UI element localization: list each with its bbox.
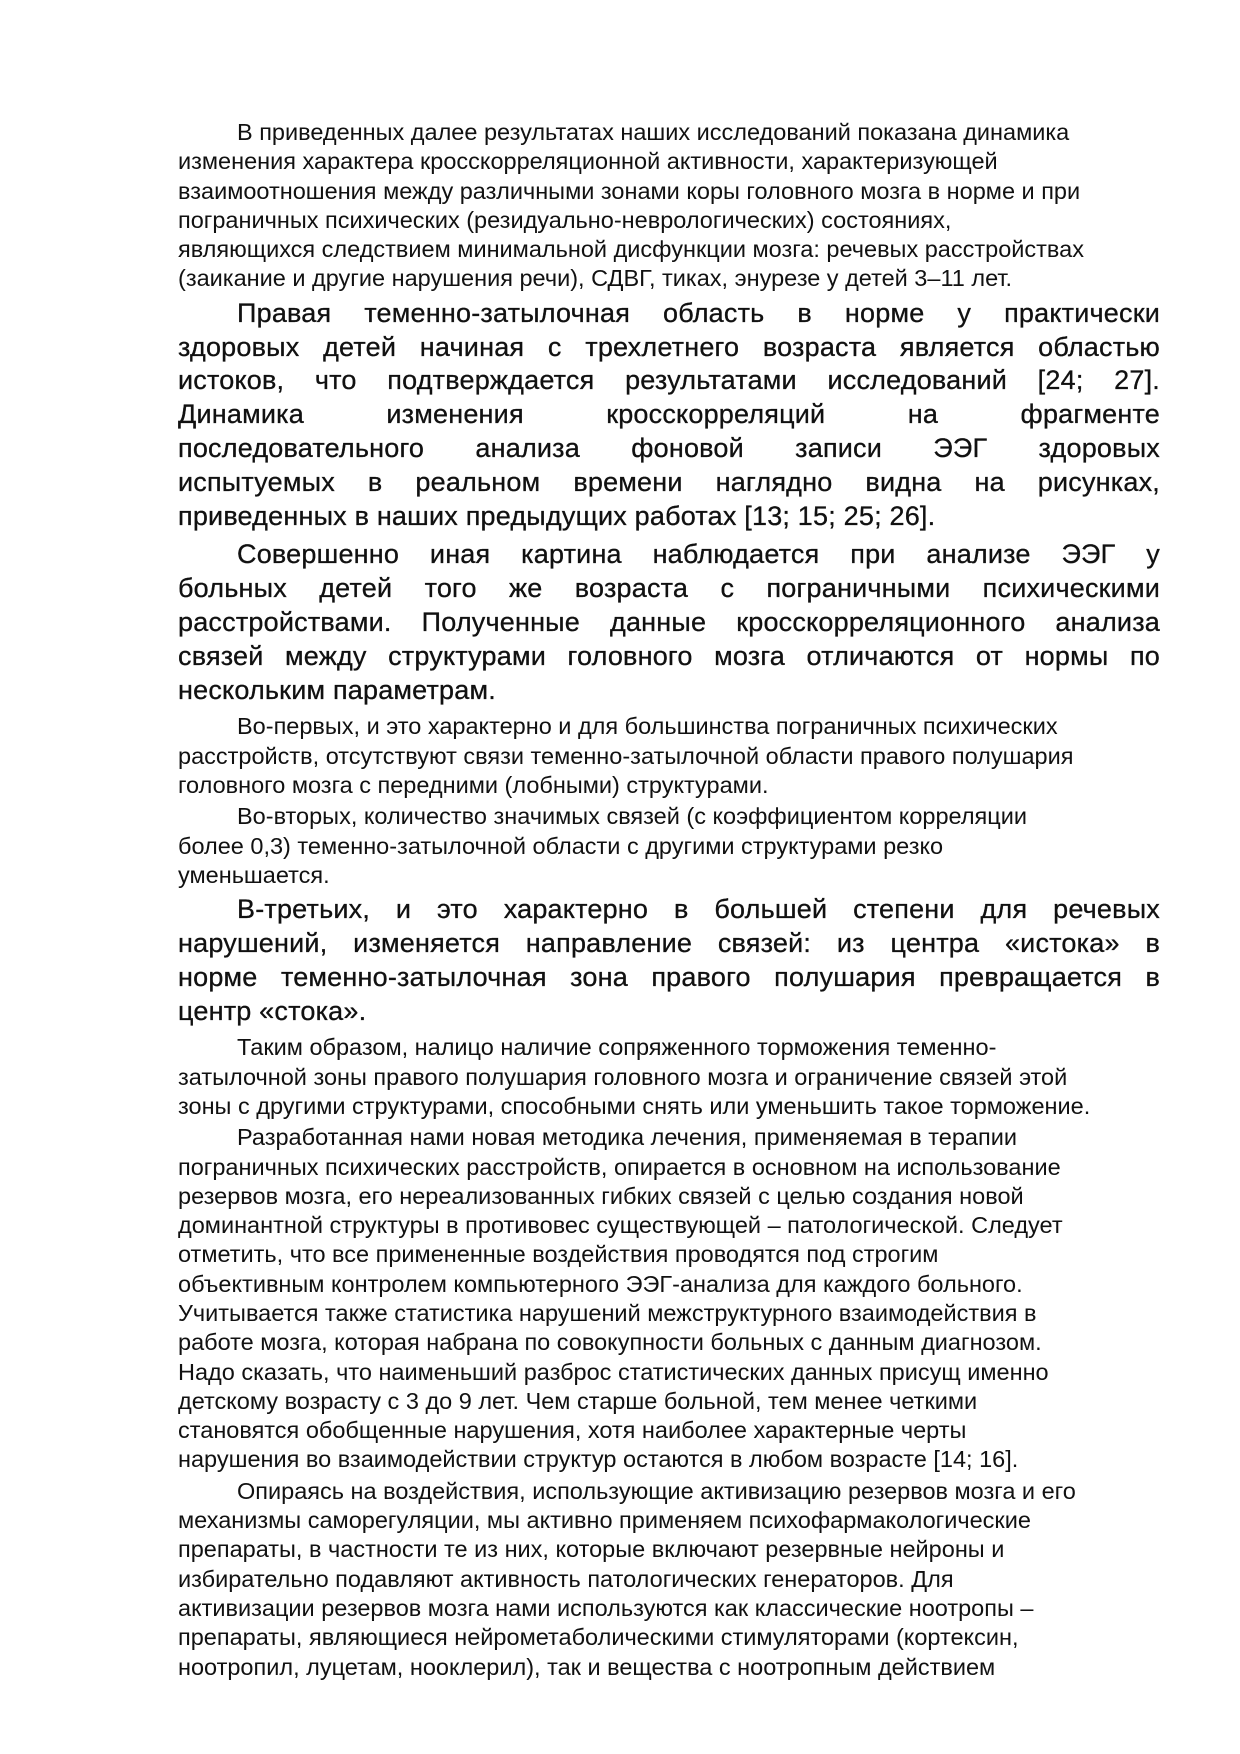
text-line: (заикание и другие нарушения речи), СДВГ, тиках, энурезе у детей 3–11 лет. (178, 265, 1013, 292)
text-line: взаимоотношения между различными зонами коры головного мозга в норме и при (178, 177, 1081, 204)
text-line: норме теменно-затылочная зона правого полушария превращается в (178, 961, 1160, 992)
text-line: Надо сказать, что наименьший разброс статистических данных присущ именно (178, 1358, 1049, 1385)
text-line: доминантной структуры в противовес существующей – патологической. Следует (178, 1212, 1063, 1239)
text-line: изменения характера кросскорреляционной активности, характеризующей (178, 148, 998, 175)
text-line: зоны с другими структурами, способными снять или уменьшить такое торможение. (178, 1092, 1091, 1119)
text-line: уменьшается. (178, 861, 330, 888)
text-line: детскому возрасту с 3 до 9 лет. Чем старше больной, тем менее четкими (178, 1387, 978, 1414)
text-line: Динамика изменения кросскорреляций на фрагменте (178, 399, 1160, 430)
text-line: больных детей того же возраста с пограничными психическими (178, 573, 1160, 604)
text-line: препараты, являющиеся нейрометаболическими стимуляторами (кортексин, (178, 1624, 1019, 1651)
text-line: Учитывается также статистика нарушений межструктурного взаимодействия в (178, 1299, 1037, 1326)
text-line: избирательно подавляют активность патологических генераторов. Для (178, 1565, 954, 1592)
text-line: Опираясь на воздействия, использующие активизацию резервов мозга и его (237, 1477, 1076, 1504)
text-line: препараты, в частности те из них, которые включают резервные нейроны и (178, 1536, 1005, 1563)
text-line: нарушения во взаимодействии структур остаются в любом возрасте [14; 16]. (178, 1446, 1019, 1473)
text-line: последовательного анализа фоновой записи ЭЭГ здоровых (178, 432, 1160, 463)
text-line: Во-вторых, количество значимых связей (с коэффициентом корреляции (237, 803, 1027, 830)
text-line: резервов мозга, его нереализованных гибких связей с целью создания новой (178, 1182, 1024, 1209)
text-line: приведенных в наших предыдущих работах [13; 15; 25; 26]. (178, 500, 936, 531)
paragraph (178, 712, 1160, 800)
text-line: истоков, что подтверждается результатами исследований [24; 27]. (178, 365, 1160, 396)
text-line: становятся обобщенные нарушения, хотя наиболее характерные черты (178, 1417, 967, 1444)
text-line: Таким образом, налицо наличие сопряженного торможения теменно- (237, 1034, 997, 1061)
text-line: затылочной зоны правого полушария головного мозга и ограничение связей этой (178, 1063, 1068, 1090)
text-line: пограничных психических (резидуально-неврологических) состояниях, (178, 206, 952, 233)
text-line: нескольким параметрам. (178, 674, 496, 705)
paragraph (178, 1033, 1160, 1121)
text-line: являющихся следствием минимальной дисфункции мозга: речевых расстройствах (178, 236, 1084, 263)
text-line: ноотропил, луцетам, нооклерил), так и вещества с ноотропным действием (178, 1653, 996, 1680)
text-line: работе мозга, которая набрана по совокупности больных с данным диагнозом. (178, 1329, 1042, 1356)
text-line: механизмы саморегуляции, мы активно применяем психофармакологические (178, 1507, 1031, 1534)
paragraph (178, 297, 1160, 534)
text-line: Во-первых, и это характерно и для большинства пограничных психических (237, 713, 1058, 740)
text-line: пограничных психических расстройств, опирается в основном на использование (178, 1153, 1061, 1180)
paragraph (178, 538, 1160, 707)
text-line: расстройствами. Полученные данные кросскорреляционного анализа (178, 606, 1160, 637)
text-line: более 0,3) теменно-затылочной области с другими структурами резко (178, 832, 944, 859)
paragraph (178, 802, 1160, 890)
text-line: расстройств, отсутствуют связи теменно-затылочной области правого полушария (178, 742, 1074, 769)
paragraph (178, 1123, 1160, 1475)
paragraph (178, 1477, 1160, 1682)
text-line: головного мозга с передними (лобными) структурами. (178, 771, 769, 798)
text-line: связей между структурами головного мозга отличаются от нормы по (178, 640, 1160, 671)
text-line: Разработанная нами новая методика лечения, применяемая в терапии (237, 1124, 1017, 1151)
document-page (178, 118, 1160, 1684)
text-line: испытуемых в реальном времени наглядно видна на рисунках, (178, 466, 1160, 497)
text-line: объективным контролем компьютерного ЭЭГ-анализа для каждого больного. (178, 1270, 1023, 1297)
text-line: нарушений, изменяется направление связей: из центра «истока» в (178, 927, 1160, 958)
text-line: центр «стока». (178, 995, 367, 1026)
paragraph (178, 118, 1160, 294)
text-line: В приведенных далее результатах наших исследований показана динамика (237, 119, 1070, 145)
text-line: здоровых детей начиная с трехлетнего возраста является областью (178, 331, 1160, 362)
text-line: В-третьих, и это характерно в большей степени для речевых (237, 894, 1160, 925)
text-line: Совершенно иная картина наблюдается при анализе ЭЭГ у (237, 539, 1160, 570)
text-line: активизации резервов мозга нами используются как классические ноотропы – (178, 1594, 1034, 1621)
text-line: отметить, что все примененные воздействия проводятся под строгим (178, 1241, 939, 1268)
text-line: Правая теменно-затылочная область в норме у практически (237, 297, 1160, 328)
paragraph (178, 893, 1160, 1028)
